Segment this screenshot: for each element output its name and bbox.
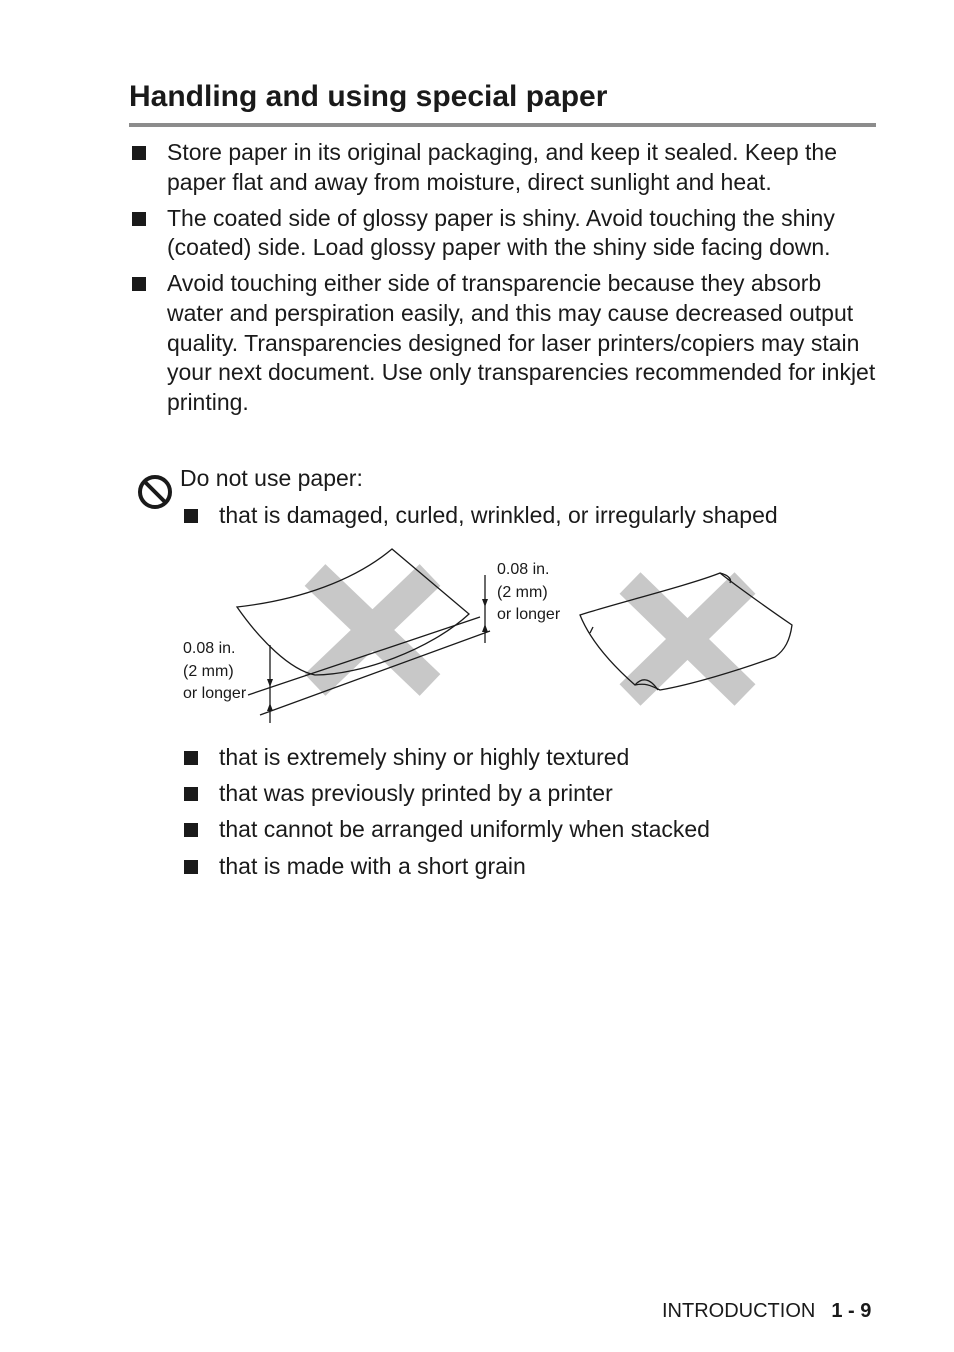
page-footer bbox=[662, 1300, 871, 1323]
note-first-item bbox=[181, 501, 881, 537]
page-title: Handling and using special paper bbox=[129, 80, 608, 113]
list-item bbox=[181, 852, 881, 882]
note-intro: Do not use paper: bbox=[180, 465, 363, 491]
bullet-text: Store paper in its original packaging, and keep it sealed. Keep the paper flat and away from moisture, direct sunlight and heat. bbox=[167, 139, 837, 195]
cross-mark-left bbox=[315, 575, 430, 685]
bullet-list bbox=[129, 138, 879, 424]
list-item bbox=[181, 501, 881, 531]
bullet-text: that cannot be arranged uniformly when stacked bbox=[219, 816, 710, 843]
cross-mark-right bbox=[630, 583, 745, 695]
square-bullet-icon bbox=[181, 852, 219, 882]
dimension-label-left: 0.08 in. (2 mm) or longer bbox=[183, 640, 247, 702]
curled-paper-diagram bbox=[180, 545, 800, 725]
bullet-text: The coated side of glossy paper is shiny. Avoid touching the shiny (coated) side. Load glossy paper with the shiny side facing down. bbox=[167, 204, 835, 261]
bullet-text: that is damaged, curled, wrinkled, or irregularly shaped bbox=[219, 502, 778, 528]
curled-paper-figure bbox=[180, 545, 800, 725]
square-bullet-icon bbox=[181, 743, 219, 773]
square-bullet-icon bbox=[181, 779, 219, 809]
page-number: 1 - 9 bbox=[831, 1300, 872, 1322]
list-item bbox=[181, 779, 881, 809]
dimension-label-right: 0.08 in. (2 mm) or longer bbox=[497, 561, 561, 623]
list-item bbox=[181, 815, 881, 845]
prohibited-icon bbox=[136, 473, 174, 511]
list-item bbox=[129, 269, 879, 417]
title-underline bbox=[129, 123, 876, 127]
note-item-list bbox=[181, 743, 881, 888]
bullet-text: that is made with a short grain bbox=[219, 852, 526, 879]
bullet-text: Avoid touching either side of transparencie because they absorb water and perspiration easily, and this may cause decreased output quality. Transparencies designed for laser printers/copiers may stain your next document. Use only transparencies recommended for inkjet printing. bbox=[167, 270, 876, 415]
square-bullet-icon bbox=[129, 138, 167, 197]
list-item bbox=[129, 138, 879, 197]
list-item bbox=[181, 743, 881, 773]
square-bullet-icon bbox=[129, 269, 167, 417]
list-item bbox=[129, 204, 879, 263]
bullet-text: that was previously printed by a printer bbox=[219, 780, 613, 807]
square-bullet-icon bbox=[181, 815, 219, 845]
footer-section: INTRODUCTION bbox=[662, 1300, 816, 1322]
bullet-text: that is extremely shiny or highly textured bbox=[219, 744, 630, 770]
square-bullet-icon bbox=[181, 501, 219, 531]
square-bullet-icon bbox=[129, 204, 167, 263]
